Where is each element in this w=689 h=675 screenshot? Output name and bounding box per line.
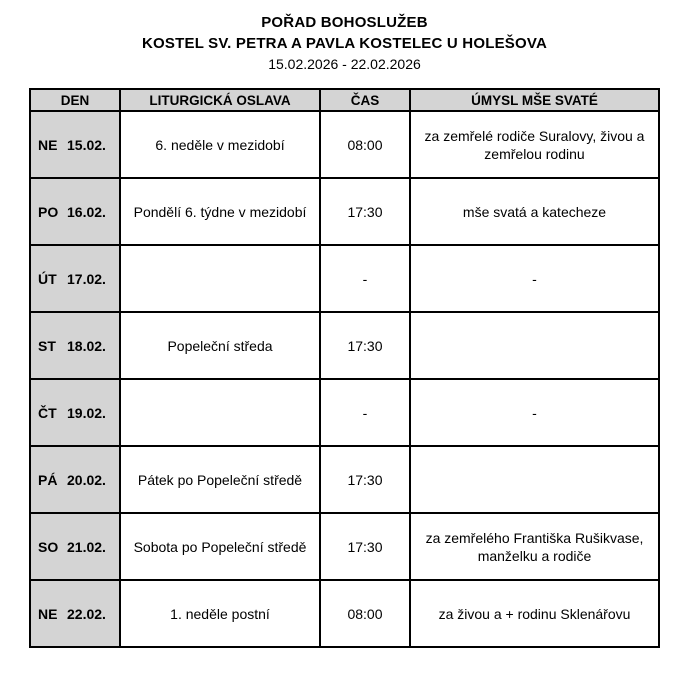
day-cell [30, 446, 120, 513]
day-date: 17.02. [67, 270, 106, 287]
column-header-cas: ČAS [320, 89, 410, 111]
mass-intention-cell: za zemřelého Františka Rušikvase, manželku a rodiče [410, 513, 659, 580]
page-title: POŘAD BOHOSLUŽEB [261, 14, 428, 31]
day-date: 20.02. [67, 471, 106, 488]
time-cell: 08:00 [320, 580, 410, 647]
liturgical-celebration-cell: 6. neděle v mezidobí [120, 111, 320, 178]
liturgical-celebration-cell [120, 379, 320, 446]
day-abbreviation: PÁ [38, 471, 58, 488]
day-date: 21.02. [67, 538, 106, 555]
schedule-row [30, 178, 659, 245]
time-cell: 17:30 [320, 513, 410, 580]
time-cell: 17:30 [320, 312, 410, 379]
mass-intention-cell [410, 446, 659, 513]
time-cell: 17:30 [320, 178, 410, 245]
liturgical-celebration-cell: Sobota po Popeleční středě [120, 513, 320, 580]
mass-intention-cell [410, 312, 659, 379]
column-header-den: DEN [30, 89, 120, 111]
day-date: 15.02. [67, 136, 106, 153]
time-cell: 08:00 [320, 111, 410, 178]
day-abbreviation: ÚT [38, 270, 57, 287]
time-cell: 17:30 [320, 446, 410, 513]
schedule-row [30, 446, 659, 513]
mass-intention-cell: - [410, 379, 659, 446]
schedule-row [30, 245, 659, 312]
liturgical-celebration-cell: 1. neděle postní [120, 580, 320, 647]
day-cell [30, 379, 120, 446]
day-date: 16.02. [67, 203, 106, 220]
day-abbreviation: NE [38, 605, 58, 622]
mass-intention-cell: za živou a + rodinu Sklenářovu [410, 580, 659, 647]
liturgical-celebration-cell: Pondělí 6. týdne v mezidobí [120, 178, 320, 245]
schedule-table [29, 88, 660, 648]
day-abbreviation: SO [38, 538, 59, 555]
schedule-row [30, 312, 659, 379]
mass-intention-cell: mše svatá a katecheze [410, 178, 659, 245]
day-date: 19.02. [67, 404, 106, 421]
day-cell [30, 312, 120, 379]
liturgical-celebration-cell: Popeleční středa [120, 312, 320, 379]
liturgical-celebration-cell: Pátek po Popeleční středě [120, 446, 320, 513]
mass-intention-cell: - [410, 245, 659, 312]
schedule-header-row [30, 89, 659, 111]
day-cell [30, 111, 120, 178]
schedule-row [30, 111, 659, 178]
day-cell [30, 513, 120, 580]
day-abbreviation: PO [38, 203, 59, 220]
day-abbreviation: ST [38, 337, 56, 354]
mass-intention-cell: za zemřelé rodiče Suralovy, živou a zemřelou rodinu [410, 111, 659, 178]
day-cell [30, 580, 120, 647]
day-cell [30, 178, 120, 245]
time-cell: - [320, 379, 410, 446]
day-abbreviation: ČT [38, 404, 57, 421]
day-date: 22.02. [67, 605, 106, 622]
schedule-row [30, 513, 659, 580]
day-cell [30, 245, 120, 312]
time-cell: - [320, 245, 410, 312]
day-abbreviation: NE [38, 136, 58, 153]
schedule-row [30, 379, 659, 446]
column-header-umysl-mse-svate: ÚMYSL MŠE SVATÉ [410, 89, 659, 111]
page-header [0, 0, 689, 75]
schedule-row [30, 580, 659, 647]
date-range: 15.02.2026 - 22.02.2026 [268, 56, 421, 72]
day-date: 18.02. [67, 337, 106, 354]
column-header-liturgicka-oslava: LITURGICKÁ OSLAVA [120, 89, 320, 111]
liturgical-celebration-cell [120, 245, 320, 312]
page-subtitle: KOSTEL SV. PETRA A PAVLA KOSTELEC U HOLEŠOVA [142, 35, 547, 52]
